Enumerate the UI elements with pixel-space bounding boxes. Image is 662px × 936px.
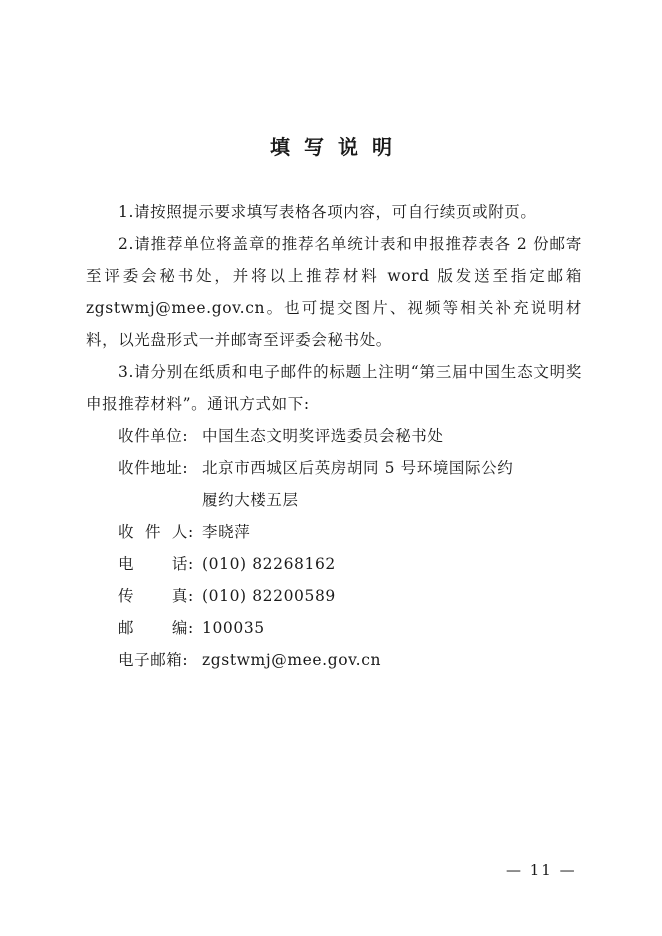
- contact-email-row: [118, 644, 582, 676]
- contact-fax-value: (010) 82200589: [202, 587, 336, 605]
- contact-address-label: 收件地址:: [118, 459, 189, 477]
- contact-recipient-value: 李晓萍: [202, 523, 251, 541]
- paragraph-2: 2.请推荐单位将盖章的推荐名单统计表和申报推荐表各 2 份邮寄至评委会秘书处，并将以上推荐材料 word 版发送至指定邮箱 zgstwmj@mee.gov.cn。也可提交图片、视频等相关补充说明材料，以光盘形式一并邮寄至评委会秘书处。: [86, 235, 582, 349]
- contact-fax-label: 传 真: [118, 587, 188, 605]
- contact-recipient-row: 收 件 人 : 李晓萍: [118, 516, 582, 548]
- contact-postcode-row: 邮 编 : 100035: [118, 612, 582, 644]
- contact-postcode-label: 邮 编: [118, 619, 188, 637]
- paragraph-1: 1.请按照提示要求填写表格各项内容，可自行续页或附页。: [118, 203, 537, 221]
- contact-address-line-2: 履约大楼五层: [202, 491, 299, 509]
- contact-address-row: [118, 452, 582, 516]
- contact-address-line-1: 北京市西城区后英房胡同 5 号环境国际公约: [202, 459, 514, 477]
- contact-email-value: zgstwmj@mee.gov.cn: [202, 651, 382, 669]
- contact-phone-label: 电 话: [118, 555, 188, 573]
- contact-address-value: [202, 452, 582, 516]
- contact-recipient-label: 收 件 人: [118, 523, 188, 541]
- contact-unit-row: [118, 420, 582, 452]
- document-body: [86, 196, 582, 676]
- contact-email-label: 电子邮箱:: [118, 651, 189, 669]
- contact-postcode-value: 100035: [202, 619, 265, 637]
- contact-phone-row: 电 话 : (010) 82268162: [118, 548, 582, 580]
- contact-phone-value: (010) 82268162: [202, 555, 336, 573]
- page-title: 填写说明: [270, 135, 406, 159]
- paragraph-3: 3.请分别在纸质和电子邮件的标题上注明“第三届中国生态文明奖申报推荐材料”。通讯方式如下:: [86, 363, 582, 413]
- contact-fax-row: 传 真 : (010) 82200589: [118, 580, 582, 612]
- contact-unit-label: 收件单位:: [118, 427, 189, 445]
- contact-unit-value: 中国生态文明奖评选委员会秘书处: [202, 427, 444, 445]
- page-number: — 11 —: [506, 861, 577, 879]
